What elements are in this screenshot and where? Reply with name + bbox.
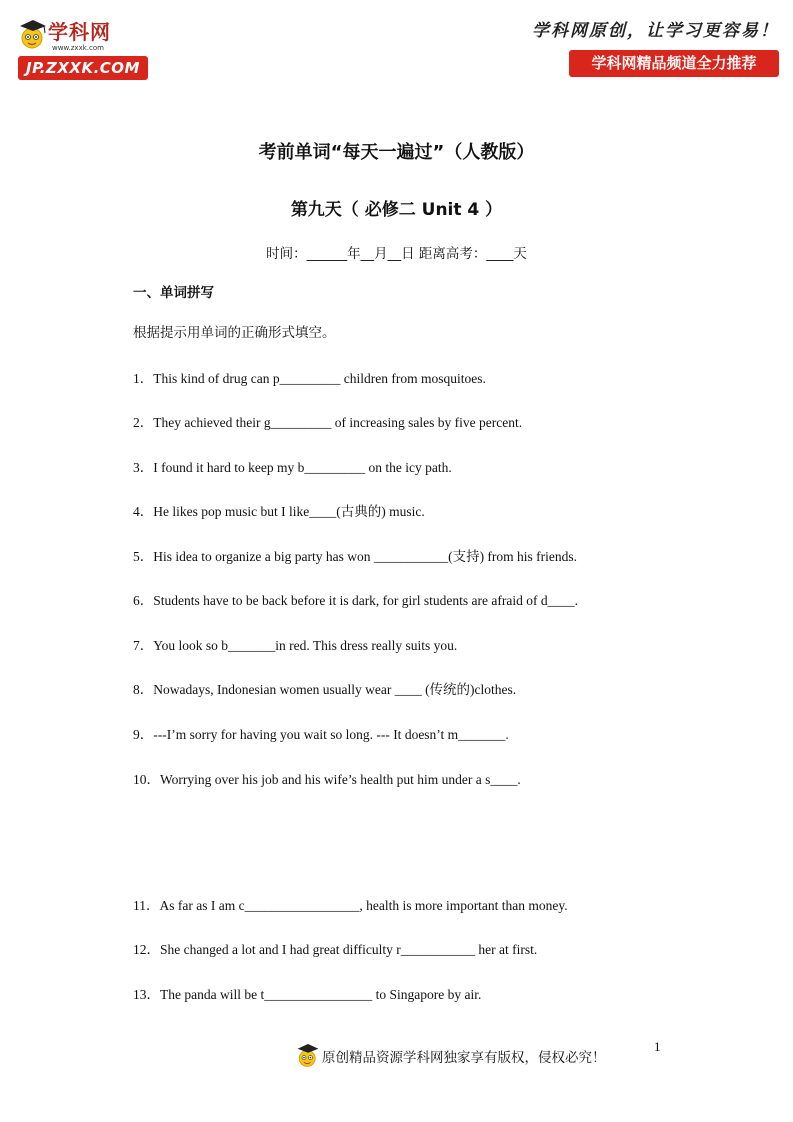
- page-number: 1: [654, 1039, 661, 1054]
- graduate-cap-mascot-icon: [18, 18, 48, 52]
- graduate-cap-mascot-icon: [296, 1041, 320, 1071]
- question-item: 5．His idea to organize a big party has won ___________(支持) from his friends.: [133, 549, 578, 564]
- question-item: 4．He likes pop music but I like____(古典的) music.: [133, 504, 425, 519]
- slogan: 学科网原创，让学习更容易！: [532, 21, 779, 41]
- instruction-text: 根据提示用单词的正确形式填空。: [133, 325, 336, 341]
- question-item: 3．I found it hard to keep my b_________ on the icy path.: [133, 460, 452, 475]
- question-item: 7．You look so b_______in red. This dress really suits you.: [133, 638, 458, 653]
- question-item: 6．Students have to be back before it is dark, for girl students are afraid of d____.: [133, 593, 578, 608]
- logo-name: 学科网: [48, 20, 111, 44]
- footer-copyright: 原创精品资源学科网独家享有版权，侵权必究！: [322, 1050, 606, 1066]
- document-subtitle: 第九天（ 必修二 Unit 4 ）: [290, 200, 503, 220]
- question-item: 9．---I’m sorry for having you wait so long. --- It doesn’t m_______.: [133, 727, 509, 742]
- question-item: 10．Worrying over his job and his wife’s health put him under a s____.: [133, 772, 521, 787]
- logo-url: www.zxxk.com: [52, 44, 104, 52]
- logo-badge[interactable]: JP.ZXXK.COM: [18, 56, 148, 80]
- channel-badge[interactable]: 学科网精品频道全力推荐: [569, 50, 779, 77]
- question-item: 12．She changed a lot and I had great difficulty r___________ her at first.: [133, 942, 538, 957]
- section-heading: 一、单词拼写: [133, 285, 214, 301]
- question-item: 11．As far as I am c_________________, health is more important than money.: [133, 898, 568, 913]
- date-line: 时间：______年__月__日 距离高考：____天: [266, 246, 527, 262]
- question-item: 1．This kind of drug can p_________ children from mosquitoes.: [133, 371, 486, 386]
- document-title: 考前单词“每天一遍过”（人教版）: [258, 142, 535, 163]
- question-item: 2．They achieved their g_________ of increasing sales by five percent.: [133, 415, 523, 430]
- question-item: 8．Nowadays, Indonesian women usually wear ____ (传统的)clothes.: [133, 682, 517, 697]
- question-item: 13．The panda will be t________________ to Singapore by air.: [133, 987, 482, 1002]
- site-logo[interactable]: [18, 14, 158, 84]
